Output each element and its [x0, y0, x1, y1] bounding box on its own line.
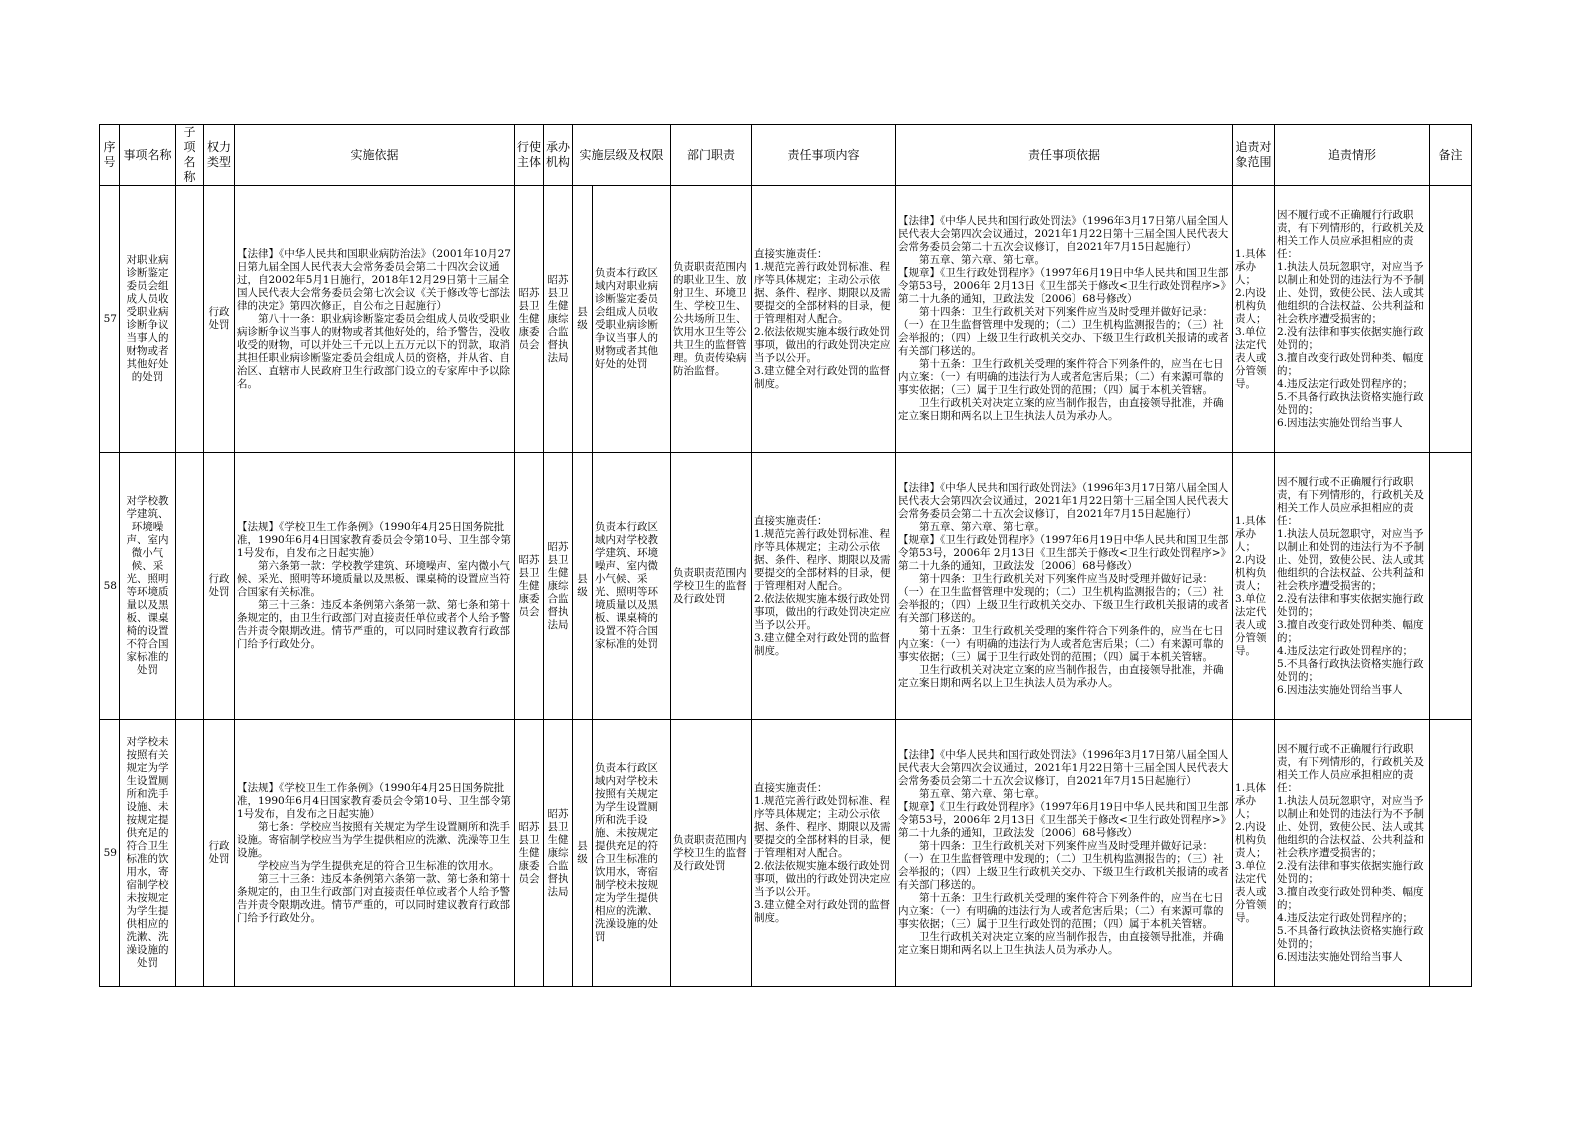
row-type: 行政处罚: [204, 453, 235, 720]
header-seq: 序号: [100, 125, 120, 186]
row-resp: 直接实施责任： 1.规范完善行政处罚标准、程序等具体规定；主动公示依据、条件、程序、期限以及需要提交的全部材料的目录，便于管理相对人配合。 2.依法依规实施本级行政处罚事项，做出的行政处罚决定应当予以公开。 3.建立健全对行政处罚的监督制度。: [752, 453, 896, 720]
row-sub: [176, 720, 204, 987]
row-org: 昭苏县卫生健康综合监督执法局: [544, 186, 573, 453]
row-subject: 昭苏县卫生健康委员会: [515, 453, 544, 720]
header-resp: 责任事项内容: [752, 125, 896, 186]
row-type: 行政处罚: [204, 720, 235, 987]
row-scope: 1.具体承办人； 2.内设机构负责人； 3.单位法定代表人或分管领导。: [1233, 186, 1275, 453]
row-sub: [176, 186, 204, 453]
header-basis: 实施依据: [235, 125, 515, 186]
header-type: 权力类型: [204, 125, 235, 186]
row-seq: 59: [100, 720, 120, 987]
header-resp-basis: 责任事项依据: [896, 125, 1233, 186]
row-basis: 【法律】《中华人民共和国职业病防治法》（2001年10月27日第九届全国人民代表大会常务委员会第二十四次会议通过，自2002年5月1日施行，2018年12月29日第十三届全国人民代表大会常务委员会第七次会议《关于修改等七部法律的决定》第四次修正，自公布之日起施行） 第八十一条：职业病诊断鉴定委员会组成人员收受职业病诊断争议当事人的财物或者其他好处的，给予警告，没收收受的财物，可以并处三千元以上五万元以下的罚款，取消其担任职业病诊断鉴定委员会组成人员的资格，并从省、自治区、直辖市人民政府卫生行政部门设立的专家库中予以除名。: [235, 186, 515, 453]
header-scope: 追责对象范围: [1233, 125, 1275, 186]
row-item: 对职业病诊断鉴定委员会组成人员收受职业病诊断争议当事人的财物或者其他好处的处罚: [120, 186, 176, 453]
row-note: [1430, 720, 1472, 987]
header-duty: 部门职责: [671, 125, 752, 186]
row-duty: 负责职责范围内学校卫生的监督及行政处罚: [671, 720, 752, 987]
header-situation: 追责情形: [1275, 125, 1430, 186]
table-row: [100, 186, 1472, 453]
row-org: 昭苏县卫生健康综合监督执法局: [544, 720, 573, 987]
header-level: 实施层级及权限: [573, 125, 671, 186]
row-level-desc: 负责本行政区域内对学校未按照有关规定为学生设置厕所和洗手设施、未按规定提供充足的符合卫生标准的饮用水，寄宿制学校未按规定为学生提供相应的洗漱、洗澡设施的处罚: [593, 720, 671, 987]
row-org: 昭苏县卫生健康综合监督执法局: [544, 453, 573, 720]
row-level-desc: 负责本行政区域内对职业病诊断鉴定委员会组成人员收受职业病诊断争议当事人的财物或者其他好处的处罚: [593, 186, 671, 453]
row-duty: 负责职责范围内学校卫生的监督及行政处罚: [671, 453, 752, 720]
row-seq: 58: [100, 453, 120, 720]
header-org: 承办机构: [544, 125, 573, 186]
row-sub: [176, 453, 204, 720]
table-row: [100, 453, 1472, 720]
header-item: 事项名称: [120, 125, 176, 186]
row-level-desc: 负责本行政区域内对学校教学建筑、环境噪声、室内微小气候、采光、照明等环境质量以及黑板、课桌椅的设置不符合国家标准的处罚: [593, 453, 671, 720]
row-level: 县级: [573, 720, 593, 987]
row-resp: 直接实施责任： 1.规范完善行政处罚标准、程序等具体规定；主动公示依据、条件、程序、期限以及需要提交的全部材料的目录，便于管理相对人配合。 2.依法依规实施本级行政处罚事项，做出的行政处罚决定应当予以公开。 3.建立健全对行政处罚的监督制度。: [752, 720, 896, 987]
row-resp: 直接实施责任： 1.规范完善行政处罚标准、程序等具体规定；主动公示依据、条件、程序、期限以及需要提交的全部材料的目录，便于管理相对人配合。 2.依法依规实施本级行政处罚事项，做出的行政处罚决定应当予以公开。 3.建立健全对行政处罚的监督制度。: [752, 186, 896, 453]
header-subject: 行使主体: [515, 125, 544, 186]
row-resp-basis: 【法律】《中华人民共和国行政处罚法》（1996年3月17日第八届全国人民代表大会第四次会议通过，2021年1月22日第十三届全国人民代表大会常务委员会第二十五次会议修订，自2021年7月15日起施行） 第五章、第六章、第七章。 【规章】《卫生行政处罚程序》（1997年6月19日中华人民共和国卫生部令第53号，2006年 2月13日《卫生部关于修改<卫生行政处罚程序>》第二十九条的通知，卫政法发〔2006〕68号修改） 第十四条：卫生行政机关对下列案件应当及时受理并做好记录：（一）在卫生监督管理中发现的；（二）卫生机构监测报告的；（三）社会举报的；（四）上级卫生行政机关交办、下级卫生行政机关报请的或者有关部门移送的。 第十五条：卫生行政机关受理的案件符合下列条件的，应当在七日内立案：（一）有明确的违法行为人或者危害后果；（二）有来源可靠的事实依据；（三）属于卫生行政处罚的范围；（四）属于本机关管辖。 卫生行政机关对决定立案的应当制作报告，由直接领导批准，并确定立案日期和两名以上卫生执法人员为承办人。: [896, 720, 1233, 987]
header-sub: 子项名称: [176, 125, 204, 186]
row-situation: 因不履行或不正确履行行政职责，有下列情形的，行政机关及相关工作人员应承担相应的责任： 1.执法人员玩忽职守，对应当予以制止和处罚的违法行为不予制止、处罚，致使公民、法人或其他组织的合法权益、公共利益和社会秩序遭受损害的； 2.没有法律和事实依据实施行政处罚的； 3.擅自改变行政处罚种类、幅度的； 4.违反法定行政处罚程序的； 5.不具备行政执法资格实施行政处罚的； 6.因违法实施处罚给当事人: [1275, 186, 1430, 453]
row-subject: 昭苏县卫生健康委员会: [515, 186, 544, 453]
header-note: 备注: [1430, 125, 1472, 186]
row-subject: 昭苏县卫生健康委员会: [515, 720, 544, 987]
row-scope: 1.具体承办人； 2.内设机构负责人； 3.单位法定代表人或分管领导。: [1233, 720, 1275, 987]
row-level: 县级: [573, 186, 593, 453]
header-row: [100, 125, 1472, 186]
row-situation: 因不履行或不正确履行行政职责，有下列情形的，行政机关及相关工作人员应承担相应的责任： 1.执法人员玩忽职守，对应当予以制止和处罚的违法行为不予制止、处罚，致使公民、法人或其他组织的合法权益、公共利益和社会秩序遭受损害的； 2.没有法律和事实依据实施行政处罚的； 3.擅自改变行政处罚种类、幅度的； 4.违反法定行政处罚程序的； 5.不具备行政执法资格实施行政处罚的； 6.因违法实施处罚给当事人: [1275, 720, 1430, 987]
responsibility-table: [99, 124, 1472, 987]
row-type: 行政处罚: [204, 186, 235, 453]
row-note: [1430, 453, 1472, 720]
row-item: 对学校教学建筑、环境噪声、室内微小气候、采光、照明等环境质量以及黑板、课桌椅的设置不符合国家标准的处罚: [120, 453, 176, 720]
row-situation: 因不履行或不正确履行行政职责，有下列情形的，行政机关及相关工作人员应承担相应的责任： 1.执法人员玩忽职守，对应当予以制止和处罚的违法行为不予制止、处罚，致使公民、法人或其他组织的合法权益、公共利益和社会秩序遭受损害的； 2.没有法律和事实依据实施行政处罚的； 3.擅自改变行政处罚种类、幅度的； 4.违反法定行政处罚程序的； 5.不具备行政执法资格实施行政处罚的； 6.因违法实施处罚给当事人: [1275, 453, 1430, 720]
row-resp-basis: 【法律】《中华人民共和国行政处罚法》（1996年3月17日第八届全国人民代表大会第四次会议通过，2021年1月22日第十三届全国人民代表大会常务委员会第二十五次会议修订，自2021年7月15日起施行） 第五章、第六章、第七章。 【规章】《卫生行政处罚程序》（1997年6月19日中华人民共和国卫生部令第53号，2006年 2月13日《卫生部关于修改<卫生行政处罚程序>》第二十九条的通知，卫政法发〔2006〕68号修改） 第十四条：卫生行政机关对下列案件应当及时受理并做好记录：（一）在卫生监督管理中发现的；（二）卫生机构监测报告的；（三）社会举报的；（四）上级卫生行政机关交办、下级卫生行政机关报请的或者有关部门移送的。 第十五条：卫生行政机关受理的案件符合下列条件的，应当在七日内立案：（一）有明确的违法行为人或者危害后果；（二）有来源可靠的事实依据；（三）属于卫生行政处罚的范围；（四）属于本机关管辖。 卫生行政机关对决定立案的应当制作报告，由直接领导批准，并确定立案日期和两名以上卫生执法人员为承办人。: [896, 453, 1233, 720]
row-basis: 【法规】《学校卫生工作条例》（1990年4月25日国务院批准，1990年6月4日国家教育委员会令第10号、卫生部令第1号发布，自发布之日起实施） 第六条第一款：学校教学建筑、环境噪声、室内微小气候、采光、照明等环境质量以及黑板、课桌椅的设置应当符合国家有关标准。 第三十三条：违反本条例第六条第一款、第七条和第十条规定的，由卫生行政部门对直接责任单位或者个人给予警告并责令限期改进。情节严重的，可以同时建议教育行政部门给予行政处分。: [235, 453, 515, 720]
row-note: [1430, 186, 1472, 453]
row-resp-basis: 【法律】《中华人民共和国行政处罚法》（1996年3月17日第八届全国人民代表大会第四次会议通过，2021年1月22日第十三届全国人民代表大会常务委员会第二十五次会议修订，自2021年7月15日起施行） 第五章、第六章、第七章。 【规章】《卫生行政处罚程序》（1997年6月19日中华人民共和国卫生部令第53号，2006年 2月13日《卫生部关于修改<卫生行政处罚程序>》第二十九条的通知，卫政法发〔2006〕68号修改） 第十四条：卫生行政机关对下列案件应当及时受理并做好记录：（一）在卫生监督管理中发现的；（二）卫生机构监测报告的；（三）社会举报的；（四）上级卫生行政机关交办、下级卫生行政机关报请的或者有关部门移送的。 第十五条：卫生行政机关受理的案件符合下列条件的，应当在七日内立案：（一）有明确的违法行为人或者危害后果；（二）有来源可靠的事实依据；（三）属于卫生行政处罚的范围；（四）属于本机关管辖。 卫生行政机关对决定立案的应当制作报告，由直接领导批准，并确定立案日期和两名以上卫生执法人员为承办人。: [896, 186, 1233, 453]
row-item: 对学校未按照有关规定为学生设置厕所和洗手设施、未按规定提供充足的符合卫生标准的饮用水，寄宿制学校未按规定为学生提供相应的洗漱、洗澡设施的处罚: [120, 720, 176, 987]
row-basis: 【法规】《学校卫生工作条例》（1990年4月25日国务院批准，1990年6月4日国家教育委员会令第10号、卫生部令第1号发布，自发布之日起实施） 第七条：学校应当按照有关规定为学生设置厕所和洗手设施。寄宿制学校应当为学生提供相应的洗漱、洗澡等卫生设施。 学校应当为学生提供充足的符合卫生标准的饮用水。 第三十三条：违反本条例第六条第一款、第七条和第十条规定的，由卫生行政部门对直接责任单位或者个人给予警告并责令限期改进。情节严重的，可以同时建议教育行政部门给予行政处分。: [235, 720, 515, 987]
row-scope: 1.具体承办人； 2.内设机构负责人； 3.单位法定代表人或分管领导。: [1233, 453, 1275, 720]
row-duty: 负责职责范围内的职业卫生、放射卫生、环境卫生、学校卫生、公共场所卫生、饮用水卫生等公共卫生的监督管理。负责传染病防治监督。: [671, 186, 752, 453]
table-row: [100, 720, 1472, 987]
row-level: 县级: [573, 453, 593, 720]
row-seq: 57: [100, 186, 120, 453]
